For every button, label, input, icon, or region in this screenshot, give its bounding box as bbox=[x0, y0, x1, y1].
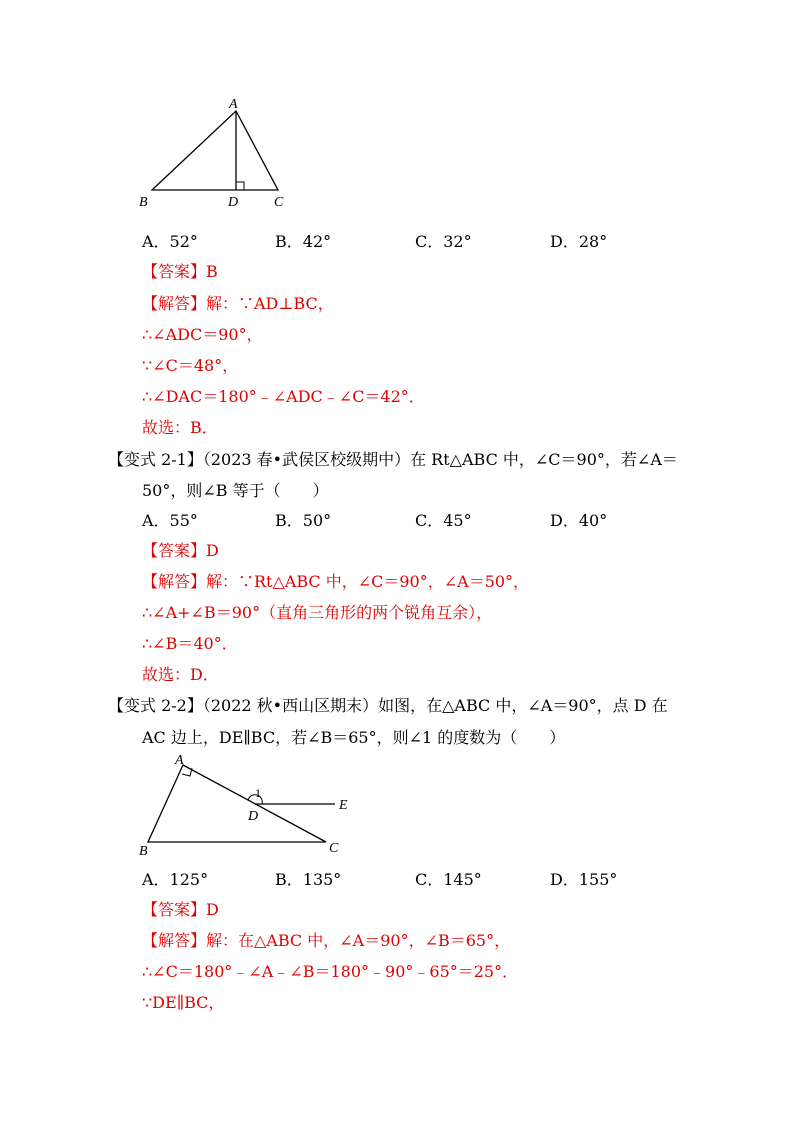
q1-solution-line-1: 【解答】解：∵AD⊥BC， bbox=[142, 294, 334, 313]
q2-solution-line-4: 故选：D． bbox=[142, 665, 219, 684]
fig2-label-b: B bbox=[139, 844, 148, 859]
fig1-label-b: B bbox=[139, 195, 148, 210]
q1-solution-line-4: ∴∠DAC＝180°﹣∠ADC﹣∠C＝42°． bbox=[142, 387, 425, 406]
fig2-label-a: A bbox=[175, 753, 184, 768]
q1-solution-line-2: ∴∠ADC＝90°， bbox=[142, 325, 263, 344]
q1-option-b: B．42° bbox=[275, 232, 332, 251]
fig1-label-d: D bbox=[228, 195, 239, 210]
q1-answer: 【答案】B bbox=[142, 262, 218, 281]
q1-solution-line-5: 故选：B． bbox=[142, 418, 218, 437]
q3-solution-line-2: ∴∠C＝180°﹣∠A﹣∠B＝180°﹣90°﹣65°＝25°． bbox=[142, 962, 519, 981]
q2-option-d: D．40° bbox=[550, 511, 608, 530]
q3-option-c: C．145° bbox=[415, 870, 482, 889]
q2-stem-line-2: 50°，则∠B 等于（ ） bbox=[142, 481, 329, 500]
q2-option-c: C．45° bbox=[415, 511, 472, 530]
q2-answer: 【答案】D bbox=[142, 541, 219, 560]
q1-solution-line-3: ∵∠C＝48°， bbox=[142, 356, 239, 375]
q1-option-d: D．28° bbox=[550, 232, 608, 251]
figure-triangle-abc-altitude bbox=[130, 90, 310, 215]
q3-option-b: B．135° bbox=[275, 870, 342, 889]
q1-option-c: C．32° bbox=[415, 232, 472, 251]
q2-option-a: A．55° bbox=[142, 511, 198, 530]
q2-solution-line-1: 【解答】解：∵Rt△ABC 中，∠C＝90°，∠A＝50°， bbox=[142, 572, 530, 591]
fig2-label-c: C bbox=[329, 841, 339, 856]
q1-option-a: A．52° bbox=[142, 232, 198, 251]
fig2-label-d: D bbox=[248, 809, 259, 824]
fig1-label-c: C bbox=[274, 195, 284, 210]
q3-answer: 【答案】D bbox=[142, 900, 219, 919]
q3-stem-line-1: 【变式 2-2】（2022 秋•西山区期末）如图，在△ABC 中，∠A＝90°，点 D 在 bbox=[108, 696, 668, 715]
q2-stem-line-1: 【变式 2-1】（2023 春•武侯区校级期中）在 Rt△ABC 中，∠C＝90°，若∠A＝ bbox=[108, 450, 678, 469]
q3-option-a: A．125° bbox=[142, 870, 209, 889]
q3-solution-line-3: ∵DE∥BC， bbox=[142, 993, 225, 1012]
q2-solution-line-3: ∴∠B＝40°． bbox=[142, 634, 238, 653]
q2-option-b: B．50° bbox=[275, 511, 332, 530]
q3-stem-line-2: AC 边上，DE∥BC，若∠B＝65°，则∠1 的度数为（ ） bbox=[142, 728, 566, 747]
q3-solution-line-1: 【解答】解：在△ABC 中，∠A＝90°，∠B＝65°， bbox=[142, 931, 511, 950]
q2-solution-line-2: ∴∠A+∠B＝90°（直角三角形的两个锐角互余）， bbox=[142, 603, 493, 622]
fig1-label-a: A bbox=[229, 97, 238, 112]
fig2-label-e: E bbox=[339, 798, 348, 813]
figure-triangle-abc-parallel-de bbox=[135, 752, 365, 862]
q3-option-d: D．155° bbox=[550, 870, 618, 889]
fig2-label-angle-1: 1 bbox=[255, 786, 261, 800]
